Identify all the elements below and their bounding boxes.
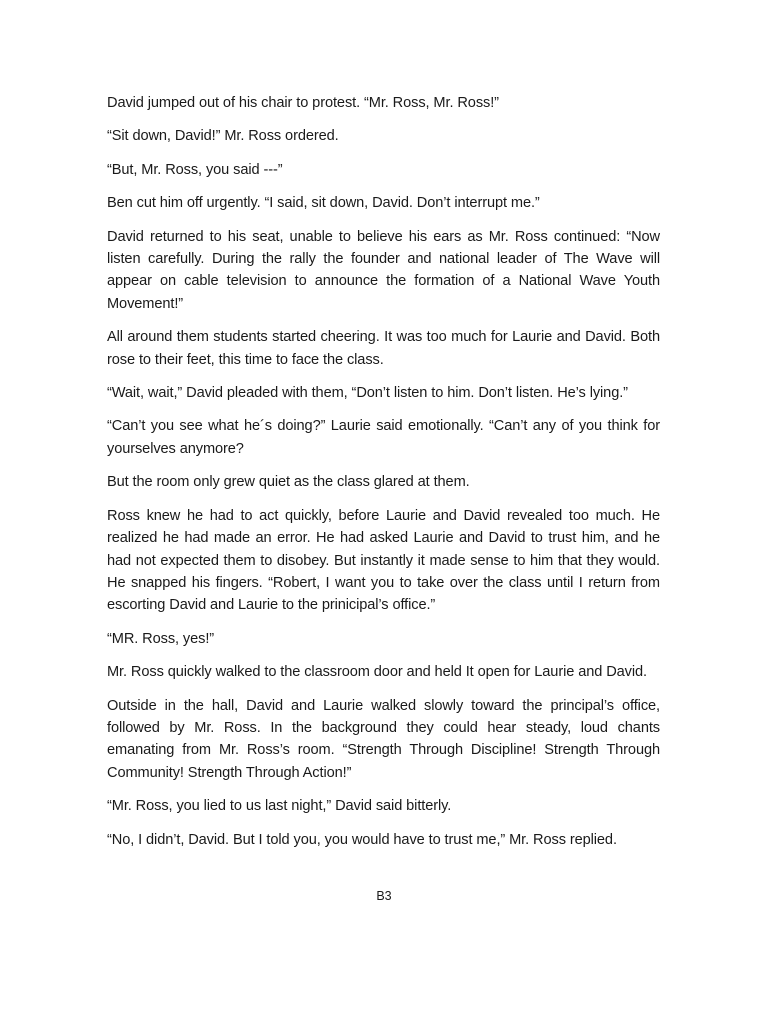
paragraph-5: David returned to his seat, unable to believe his ears as Mr. Ross continued: “Now listen carefully. During the rally the founder and national leader of The Wave will appear on cable television to announce the formation of a National Wave Youth Movement!” (107, 228, 660, 312)
paragraph-6: All around them students started cheering. It was too much for Laurie and David. Both rose to their feet, this time to face the class. (107, 329, 660, 368)
paragraph-7: “Wait, wait,” David pleaded with them, “Don’t listen to him. Don’t listen. He’s lying.” (107, 385, 628, 402)
paragraph-15: “No, I didn’t, David. But I told you, you would have to trust me,” Mr. Ross replied. (107, 831, 617, 848)
paragraph-3: “But, Mr. Ross, you said ---” (107, 161, 283, 178)
body-text (107, 92, 660, 862)
paragraph-8: “Can’t you see what he´s doing?” Laurie said emotionally. “Can’t any of you think for yourselves anymore? (107, 418, 660, 457)
paragraph-11: “MR. Ross, yes!” (107, 630, 215, 647)
paragraph-14: “Mr. Ross, you lied to us last night,” David said bitterly. (107, 798, 452, 815)
paragraph-9: But the room only grew quiet as the class glared at them. (107, 474, 470, 491)
page-number: B3 (376, 889, 392, 903)
paragraph-13: Outside in the hall, David and Laurie walked slowly toward the principal’s office, followed by Mr. Ross. In the background they could hear steady, loud chants emanating from Mr. Ross’s room. “Strength Through Discipline! Strength Through Community! Strength Through Action!” (107, 697, 660, 781)
paragraph-4: Ben cut him off urgently. “I said, sit down, David. Don’t interrupt me.” (107, 195, 540, 212)
paragraph-2: “Sit down, David!” Mr. Ross ordered. (107, 128, 339, 145)
paragraph-10: Ross knew he had to act quickly, before Laurie and David revealed too much. He realized he had made an error. He had asked Laurie and David to trust him, and he had not expected them to disobey. But instantly it made sense to him that they would. He snapped his fingers. “Robert, I want you to take over the class until I return from escorting David and Laurie to the prinicipal’s office.” (107, 507, 660, 614)
paragraph-1: David jumped out of his chair to protest. “Mr. Ross, Mr. Ross!” (107, 95, 499, 111)
paragraph-12: Mr. Ross quickly walked to the classroom door and held It open for Laurie and David. (107, 664, 647, 681)
